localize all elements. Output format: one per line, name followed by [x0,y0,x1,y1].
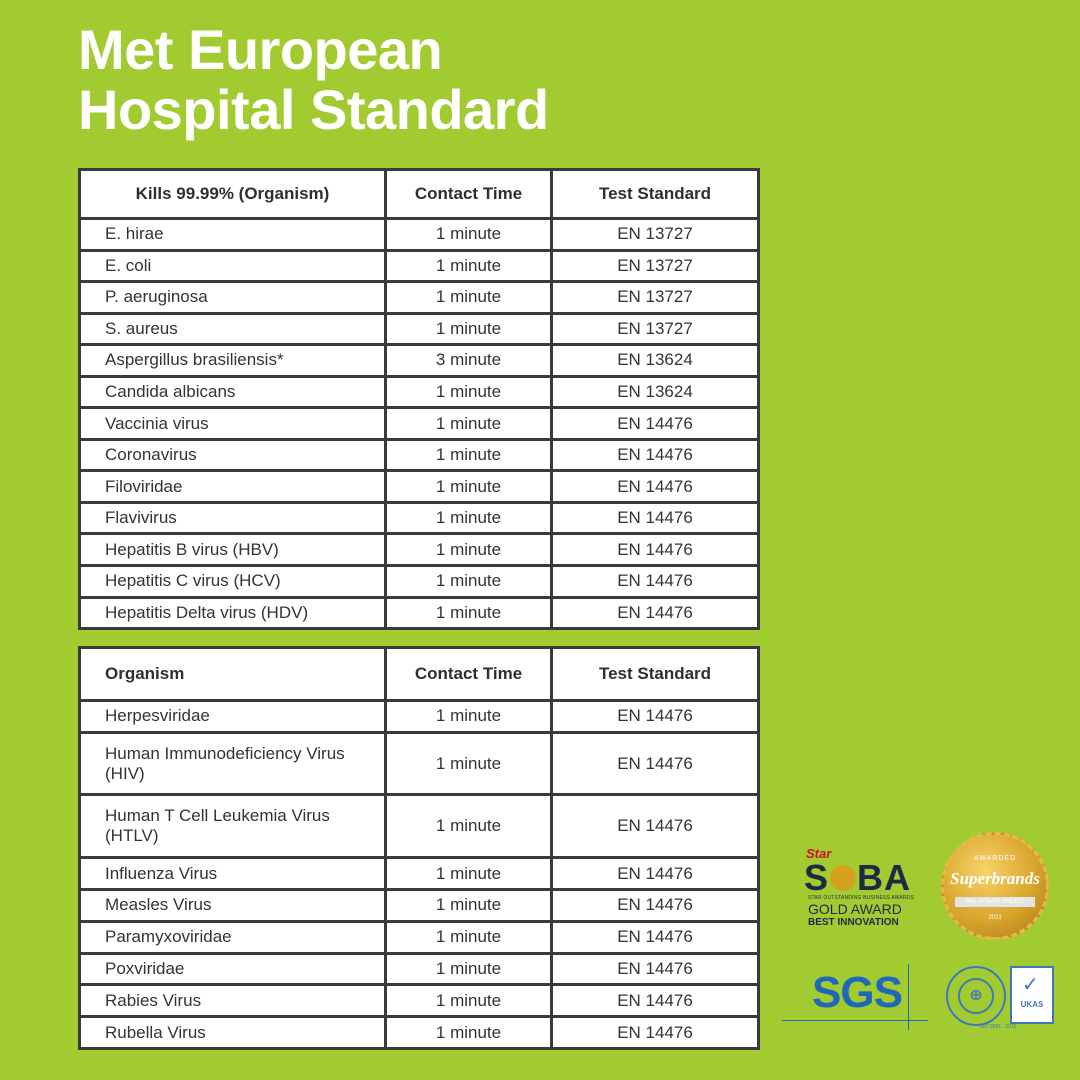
table-row [81,734,757,797]
test-standard-cell: EN 14476 [553,535,757,567]
organism-cell: Influenza Virus [81,859,387,891]
contact-time-cell: 3 minute [387,346,553,378]
contact-time-cell: 1 minute [387,734,553,797]
organism-cell: E. coli [81,252,387,284]
contact-time-cell: 1 minute [387,220,553,252]
table-row [81,346,757,378]
contact-time-cell: 1 minute [387,378,553,410]
contact-time-cell: 1 minute [387,252,553,284]
organism-cell: Paramyxoviridae [81,923,387,955]
organism-cell: Candida albicans [81,378,387,410]
soba-star-label: Star [806,846,832,861]
contact-time-cell: 1 minute [387,535,553,567]
soba-best-innovation: BEST INNOVATION [808,917,899,928]
contact-time-cell: 1 minute [387,955,553,987]
test-standard-cell: EN 14476 [553,441,757,473]
contact-time-cell: 1 minute [387,567,553,599]
organism-cell: P. aeruginosa [81,283,387,315]
test-standard-cell: EN 14476 [553,702,757,734]
organism-cell: Filoviridae [81,472,387,504]
test-standard-cell: EN 14476 [553,859,757,891]
test-standard-cell: EN 13727 [553,252,757,284]
table-row [81,1018,757,1047]
organism-cell: Rabies Virus [81,986,387,1018]
contact-time-cell: 1 minute [387,891,553,923]
table-row [81,702,757,734]
contact-time-cell: 1 minute [387,859,553,891]
page-title-line-2: Hospital Standard [78,78,549,141]
header-organism: Kills 99.99% (Organism) [81,171,387,220]
eagle-icon [830,865,856,891]
organism-cell: Measles Virus [81,891,387,923]
organism-cell: S. aureus [81,315,387,347]
test-standard-cell: EN 14476 [617,602,693,622]
soba-subtitle: STAR OUTSTANDING BUSINESS AWARDS [808,895,915,901]
table-row [81,986,757,1018]
organism-cell: Coronavirus [81,441,387,473]
table-header-row [81,171,757,220]
test-standard-cell: EN 14476 [553,472,757,504]
contact-time-cell: 1 minute [387,1018,553,1047]
page-title-line-1: Met European [78,18,443,81]
contact-time-cell: 1 minute [387,441,553,473]
header-organism: Organism [81,649,387,702]
table-row [81,504,757,536]
contact-time-cell: 1 minute [387,796,553,859]
sgs-vertical-line [908,964,909,1030]
header-contact-time: Contact Time [387,171,553,220]
table-row [81,378,757,410]
organism-table-1 [78,168,760,630]
contact-time-cell: 1 minute [387,409,553,441]
table-row [81,283,757,315]
ukas-label: UKAS [1020,1000,1044,1009]
soba-gold-award: GOLD AWARD [808,901,902,917]
table-row [81,535,757,567]
contact-time-cell: 1 minute [387,315,553,347]
test-standard-cell: EN 13727 [553,283,757,315]
checkmark-icon: ✓ [1022,974,1039,996]
table-row [81,599,757,627]
table-body [81,702,757,1047]
test-standard-cell: EN 13624 [553,378,757,410]
table-row [81,220,757,252]
table-row [81,567,757,599]
table-row [81,859,757,891]
contact-time-cell: 1 minute [387,923,553,955]
iso-label: ISO 9001 : 2015 [980,1024,1017,1030]
organism-table-2 [78,646,760,1050]
test-standard-cell: EN 13727 [553,315,757,347]
test-standard-cell: EN 14476 [553,504,757,536]
test-standard-cell: EN 13727 [553,220,757,252]
cert-emblem-icon: ⊕ [958,978,994,1014]
table-row [81,441,757,473]
table-row [81,891,757,923]
contact-time-cell: 1 minute [387,472,553,504]
superbrands-name: Superbrands [950,869,1040,888]
test-standard-cell: EN 14476 [553,734,757,797]
test-standard-cell: EN 13624 [553,346,757,378]
organism-cell: Human T Cell Leukemia Virus (HTLV) [81,796,387,859]
table-row [81,955,757,987]
organism-cell: Hepatitis B virus (HBV) [81,535,387,567]
organism-cell: Flavivirus [81,504,387,536]
table-body [81,220,757,627]
organism-cell: E. hirae [81,220,387,252]
sgs-horizontal-line [782,1020,928,1021]
table-row [81,796,757,859]
test-standard-cell: EN 14476 [553,567,757,599]
organism-cell: Rubella Virus [81,1018,387,1047]
test-standard-cell: EN 14476 [617,1022,693,1042]
test-standard-cell: EN 14476 [553,955,757,987]
test-standard-cell: EN 14476 [553,796,757,859]
contact-time-cell: 1 minute [387,599,553,627]
organism-cell: Herpesviridae [81,702,387,734]
superbrands-seal [940,832,1050,942]
organism-cell: Hepatitis Delta virus (HDV) [81,599,387,627]
organism-cell: Vaccinia virus [81,409,387,441]
test-standard-cell: EN 14476 [553,891,757,923]
contact-time-cell: 1 minute [387,986,553,1018]
test-standard-cell: EN 14476 [553,923,757,955]
header-contact-time: Contact Time [387,649,553,702]
contact-time-cell: 1 minute [387,283,553,315]
organism-cell: Hepatitis C virus (HCV) [81,567,387,599]
organism-cell: Poxviridae [81,955,387,987]
table-header-row [81,649,757,702]
soba-word-rest: BA [857,857,912,898]
superbrands-year: 2021 [988,915,1002,921]
superbrands-choice: MALAYSIA'S CHOICE [955,897,1035,907]
table-row [81,409,757,441]
page-title [78,20,549,140]
sgs-text: SGS [812,968,902,1017]
sgs-logo [782,964,930,1026]
ukas-badge [1010,966,1054,1024]
soba-word-s: S [804,857,830,898]
table-row [81,252,757,284]
certification-logo [944,964,1054,1028]
table-row [81,315,757,347]
test-standard-cell: EN 14476 [553,409,757,441]
test-standard-cell: EN 14476 [553,986,757,1018]
table-row [81,923,757,955]
gold-seal-icon [941,832,1049,940]
table-row [81,472,757,504]
contact-time-cell: 1 minute [387,504,553,536]
contact-time-cell: 1 minute [387,702,553,734]
header-test-standard: Test Standard [553,171,757,220]
header-test-standard: Test Standard [553,649,757,702]
soba-award-logo [800,846,920,936]
organism-cell: Aspergillus brasiliensis* [81,346,387,378]
superbrands-awarded: AWARDED [973,855,1017,862]
organism-cell: Human Immunodeficiency Virus (HIV) [81,734,387,797]
